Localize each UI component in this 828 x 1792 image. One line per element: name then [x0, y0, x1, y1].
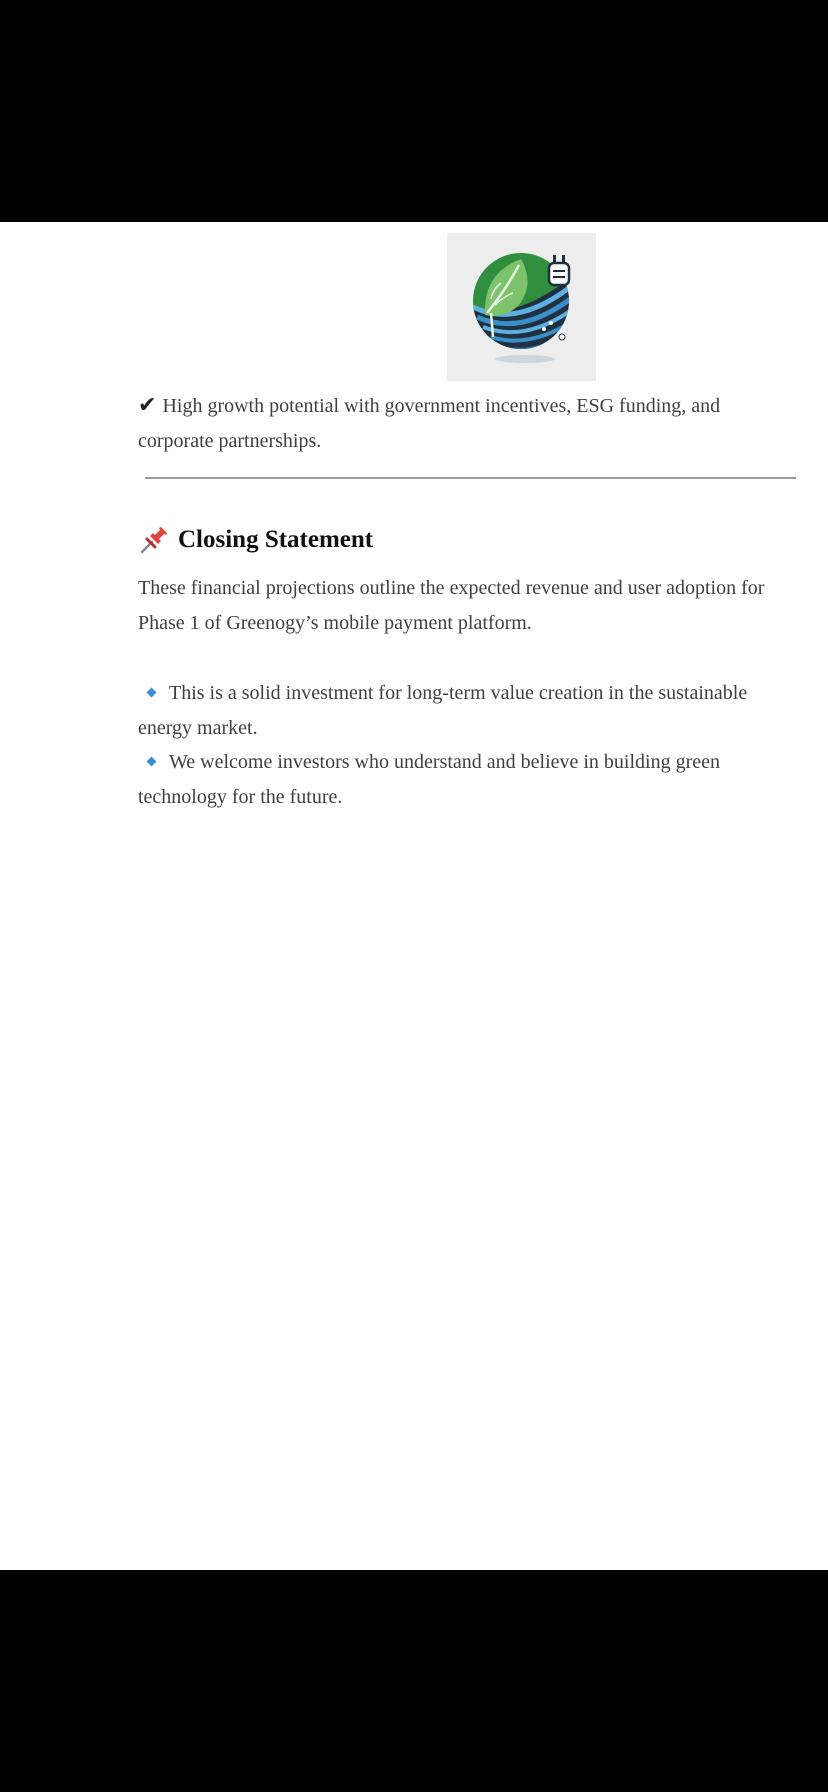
growth-highlight [138, 388, 788, 459]
greenogy-logo [447, 233, 596, 381]
closing-statement-heading [138, 520, 373, 560]
check-mark-icon: ✔ [138, 393, 157, 418]
growth-highlight-text: High growth potential with government incentives, ESG funding, and corporate partnerships. [138, 395, 721, 452]
diamond-bullet-icon [147, 688, 157, 698]
closing-paragraph: These financial projections outline the expected revenue and user adoption for Phase 1 of Greenogy’s mobile payment platform. [138, 577, 765, 634]
document-page [0, 222, 828, 1570]
section-divider [145, 477, 796, 479]
top-black-bar [0, 0, 828, 222]
bullet-item [138, 745, 788, 815]
bottom-black-bar [0, 1570, 828, 1792]
bullet-text: We welcome investors who understand and believe in building green technology for the future. [138, 751, 721, 808]
pushpin-icon [138, 524, 170, 556]
closing-heading-text: Closing Statement [178, 526, 374, 553]
bullet-text: This is a solid investment for long-term value creation in the sustainable energy market. [138, 682, 748, 739]
diamond-bullet-icon [147, 757, 157, 767]
bullet-item [138, 676, 788, 746]
